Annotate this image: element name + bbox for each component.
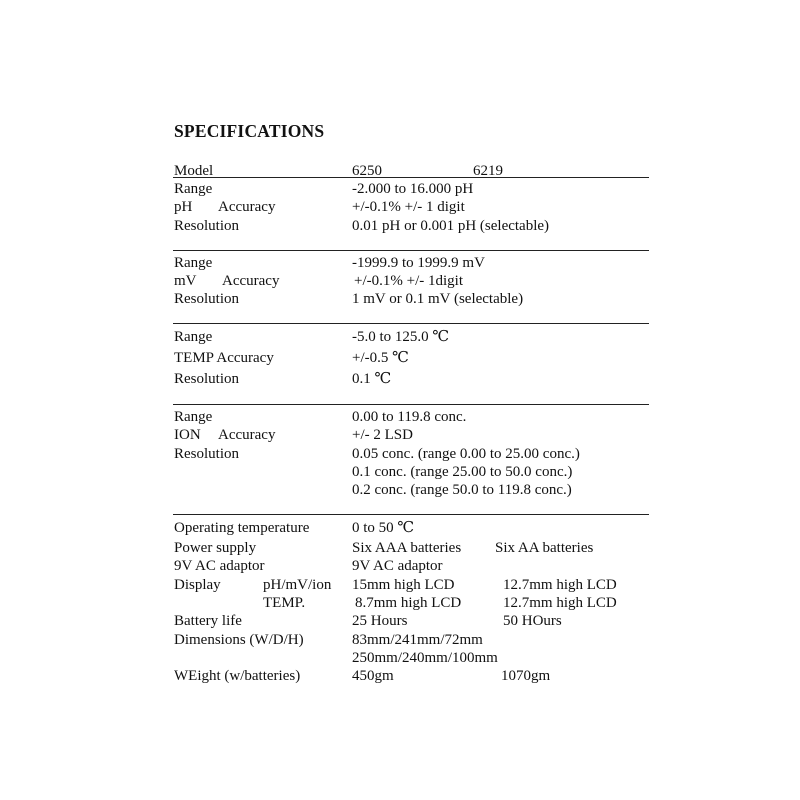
display-phmvion-6250: 15mm high LCD (352, 577, 455, 593)
temp-divider (173, 404, 649, 405)
mv-accuracy-value: +/-0.1% +/- 1digit (354, 273, 463, 289)
mv-divider (173, 323, 649, 324)
header-divider (173, 177, 649, 178)
mv-resolution-value: 1 mV or 0.1 mV (selectable) (352, 291, 524, 307)
ph-accuracy-label: Accuracy (218, 199, 276, 215)
dimensions-6219: 250mm/240mm/100mm (352, 650, 498, 666)
temp-range-label: Range (174, 329, 213, 345)
temp-resolution-label: Resolution (174, 371, 240, 387)
weight-6250: 450gm (352, 668, 394, 684)
temp-accuracy-label: TEMP Accuracy (174, 350, 274, 366)
model-6219: 6219 (473, 163, 503, 179)
ion-resolution-value-1: 0.05 conc. (range 0.00 to 25.00 conc.) (352, 446, 580, 462)
mv-group-label: mV (174, 273, 197, 289)
ion-divider (173, 514, 649, 515)
temp-accuracy-value: +/-0.5 ℃ (352, 350, 409, 366)
ion-resolution-value-3: 0.2 conc. (range 50.0 to 119.8 conc.) (352, 482, 572, 498)
ion-resolution-value-2: 0.1 conc. (range 25.00 to 50.0 conc.) (352, 464, 573, 480)
ion-accuracy-label: Accuracy (218, 427, 276, 443)
mv-accuracy-label: Accuracy (222, 273, 280, 289)
weight-6219: 1070gm (501, 668, 551, 684)
ion-range-value: 0.00 to 119.8 conc. (352, 409, 467, 425)
battery-life-6219: 50 HOurs (503, 613, 562, 629)
dimensions-6250: 83mm/241mm/72mm (352, 632, 483, 648)
ph-accuracy-value: +/-0.1% +/- 1 digit (352, 199, 465, 215)
ph-resolution-value: 0.01 pH or 0.001 pH (selectable) (352, 218, 550, 234)
ion-resolution-label: Resolution (174, 446, 240, 462)
display-temp-6219: 12.7mm high LCD (503, 595, 617, 611)
mv-range-value: -1999.9 to 1999.9 mV (352, 255, 485, 271)
power-supply-6250: Six AAA batteries (352, 540, 462, 556)
display-label: Display (174, 577, 221, 593)
op-temp-value: 0 to 50 ℃ (352, 520, 415, 536)
ion-accuracy-value: +/- 2 LSD (352, 427, 413, 443)
mv-range-label: Range (174, 255, 213, 271)
power-supply-label: Power supply (174, 540, 257, 556)
power-supply-6219: Six AA batteries (495, 540, 594, 556)
ph-range-value: -2.000 to 16.000 pH (352, 181, 474, 197)
dimensions-label: Dimensions (W/D/H) (174, 632, 304, 648)
display-temp-label: TEMP. (263, 595, 306, 611)
temp-resolution-value: 0.1 ℃ (352, 371, 392, 387)
temp-range-value: -5.0 to 125.0 ℃ (352, 329, 450, 345)
op-temp-label: Operating temperature (174, 520, 310, 536)
battery-life-label: Battery life (174, 613, 242, 629)
ph-group-label: pH (174, 199, 193, 215)
model-6250: 6250 (352, 163, 382, 179)
adaptor-label: 9V AC adaptor (174, 558, 265, 574)
ion-range-label: Range (174, 409, 213, 425)
page-title: SPECIFICATIONS (174, 121, 325, 141)
display-phmvion-6219: 12.7mm high LCD (503, 577, 617, 593)
display-temp-6250: 8.7mm high LCD (355, 595, 462, 611)
ph-divider (173, 250, 649, 251)
adaptor-value: 9V AC adaptor (352, 558, 443, 574)
weight-label: WEight (w/batteries) (174, 668, 301, 684)
ph-resolution-label: Resolution (174, 218, 240, 234)
ion-group-label: ION (174, 427, 201, 443)
model-label: Model (174, 163, 214, 179)
mv-resolution-label: Resolution (174, 291, 240, 307)
ph-range-label: Range (174, 181, 213, 197)
battery-life-6250: 25 Hours (352, 613, 408, 629)
display-phmvion-label: pH/mV/ion (263, 577, 332, 593)
